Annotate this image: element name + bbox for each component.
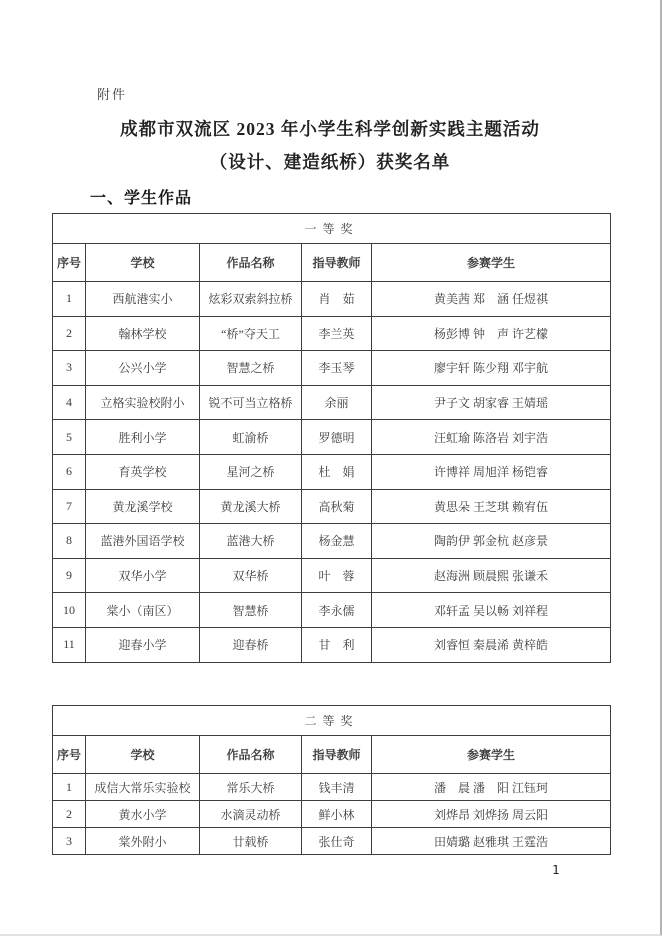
table-cell: 炫彩双索斜拉桥	[200, 282, 302, 317]
table-row	[53, 524, 611, 559]
table-cell: 钱丰清	[302, 774, 372, 801]
table-cell: 胜利小学	[86, 420, 200, 455]
table-cell: 汪虹瑜 陈洛岩 刘宇浩	[372, 420, 611, 455]
table-cell: 甘 利	[302, 627, 372, 662]
table-cell: 杨彭博 钟 声 许艺檬	[372, 316, 611, 351]
table-cell: 常乐大桥	[200, 774, 302, 801]
table-header-row	[53, 244, 611, 282]
table-cell: 星河之桥	[200, 454, 302, 489]
table-row	[53, 351, 611, 386]
first-prize-table	[52, 213, 611, 663]
table-cell: 棠小（南区）	[86, 593, 200, 628]
table-cell: 虹渝桥	[200, 420, 302, 455]
table-cell: 2	[53, 801, 86, 828]
table-caption-row	[53, 706, 611, 736]
table-cell: 廿载桥	[200, 828, 302, 855]
table-cell: 双华小学	[86, 558, 200, 593]
column-header: 序号	[53, 244, 86, 282]
table-row	[53, 627, 611, 662]
table-cell: 蓝港外国语学校	[86, 524, 200, 559]
table-cell: 3	[53, 828, 86, 855]
table-row	[53, 385, 611, 420]
column-header: 作品名称	[200, 736, 302, 774]
table-cell: 迎春小学	[86, 627, 200, 662]
document-title	[0, 113, 660, 179]
table-cell: 杜 娟	[302, 454, 372, 489]
table-cell: 西航港实小	[86, 282, 200, 317]
second-prize-table	[52, 705, 611, 855]
table-cell: 11	[53, 627, 86, 662]
table-cell: 棠外附小	[86, 828, 200, 855]
table-cell: 邓轩孟 吴以畅 刘祥程	[372, 593, 611, 628]
table-cell: 双华桥	[200, 558, 302, 593]
table-row	[53, 828, 611, 855]
table-cell: 罗德明	[302, 420, 372, 455]
table-cell: 9	[53, 558, 86, 593]
table-cell: 李玉琴	[302, 351, 372, 386]
title-line-2: （设计、建造纸桥）获奖名单	[209, 152, 451, 172]
table-body	[53, 282, 611, 663]
table-row	[53, 774, 611, 801]
attachment-label: 附件	[97, 87, 128, 102]
table-cell: 尹子文 胡家睿 王婧瑶	[372, 385, 611, 420]
table-cell: 叶 蓉	[302, 558, 372, 593]
table-body	[53, 774, 611, 855]
table-cell: 鲜小林	[302, 801, 372, 828]
column-header: 学校	[86, 244, 200, 282]
table-row	[53, 454, 611, 489]
table-cell: 黄龙溪大桥	[200, 489, 302, 524]
table-cell: 肖 茹	[302, 282, 372, 317]
table-cell: 黄思朵 王芝琪 赖宥伍	[372, 489, 611, 524]
table-row	[53, 489, 611, 524]
table-caption-row	[53, 214, 611, 244]
table-row	[53, 801, 611, 828]
table-cell: 李永儒	[302, 593, 372, 628]
table-cell: 潘 晨 潘 阳 江钰珂	[372, 774, 611, 801]
table-cell: 成信大常乐实验校	[86, 774, 200, 801]
table-cell: 育英学校	[86, 454, 200, 489]
table-cell: 5	[53, 420, 86, 455]
table-cell: 刘睿恒 秦晨浠 黄梓皓	[372, 627, 611, 662]
table-row	[53, 420, 611, 455]
table-cell: 智慧之桥	[200, 351, 302, 386]
table-cell: 10	[53, 593, 86, 628]
table-cell: 3	[53, 351, 86, 386]
table-cell: 公兴小学	[86, 351, 200, 386]
title-line-1: 成都市双流区 2023 年小学生科学创新实践主题活动	[120, 119, 540, 139]
table-cell: 黄水小学	[86, 801, 200, 828]
page-number: 1	[552, 862, 560, 877]
table-cell: 许博祥 周旭洋 杨铠睿	[372, 454, 611, 489]
table-cell: 迎春桥	[200, 627, 302, 662]
table-row	[53, 593, 611, 628]
table-cell: 李兰英	[302, 316, 372, 351]
column-header: 指导教师	[302, 244, 372, 282]
table-cell: 锐不可当立格桥	[200, 385, 302, 420]
table-cell: 张仕奇	[302, 828, 372, 855]
table-cell: 水滴灵动桥	[200, 801, 302, 828]
table-row	[53, 558, 611, 593]
table-cell: 黄龙溪学校	[86, 489, 200, 524]
column-header: 学校	[86, 736, 200, 774]
table-cell: 廖宇轩 陈少翔 邓宇航	[372, 351, 611, 386]
table-cell: 7	[53, 489, 86, 524]
table-cell: 黄美茜 郑 涵 任煜祺	[372, 282, 611, 317]
table-cell: 2	[53, 316, 86, 351]
table-cell: 赵海洲 顾晨熙 张谦禾	[372, 558, 611, 593]
column-header: 作品名称	[200, 244, 302, 282]
table-cell: 蓝港大桥	[200, 524, 302, 559]
table-cell: 高秋菊	[302, 489, 372, 524]
table-cell: 4	[53, 385, 86, 420]
table-cell: 田婧璐 赵雅琪 王霆浩	[372, 828, 611, 855]
table-cell: 立格实验校附小	[86, 385, 200, 420]
column-header: 参赛学生	[372, 244, 611, 282]
table-row	[53, 282, 611, 317]
table-cell: 杨金慧	[302, 524, 372, 559]
table-cell: 余丽	[302, 385, 372, 420]
table-cell: 8	[53, 524, 86, 559]
table-caption: 二等奖	[53, 706, 611, 736]
table-cell: 1	[53, 774, 86, 801]
table-cell: 刘烨昂 刘烨扬 周云阳	[372, 801, 611, 828]
table-cell: “桥”夺天工	[200, 316, 302, 351]
table-row	[53, 316, 611, 351]
table-cell: 智慧桥	[200, 593, 302, 628]
table-caption: 一等奖	[53, 214, 611, 244]
column-header: 指导教师	[302, 736, 372, 774]
column-header: 序号	[53, 736, 86, 774]
table-cell: 翰林学校	[86, 316, 200, 351]
table-cell: 陶韵伊 郭金杭 赵彦景	[372, 524, 611, 559]
table-header-row	[53, 736, 611, 774]
table-cell: 1	[53, 282, 86, 317]
column-header: 参赛学生	[372, 736, 611, 774]
table-cell: 6	[53, 454, 86, 489]
section-heading-student-works: 一、学生作品	[90, 188, 193, 207]
